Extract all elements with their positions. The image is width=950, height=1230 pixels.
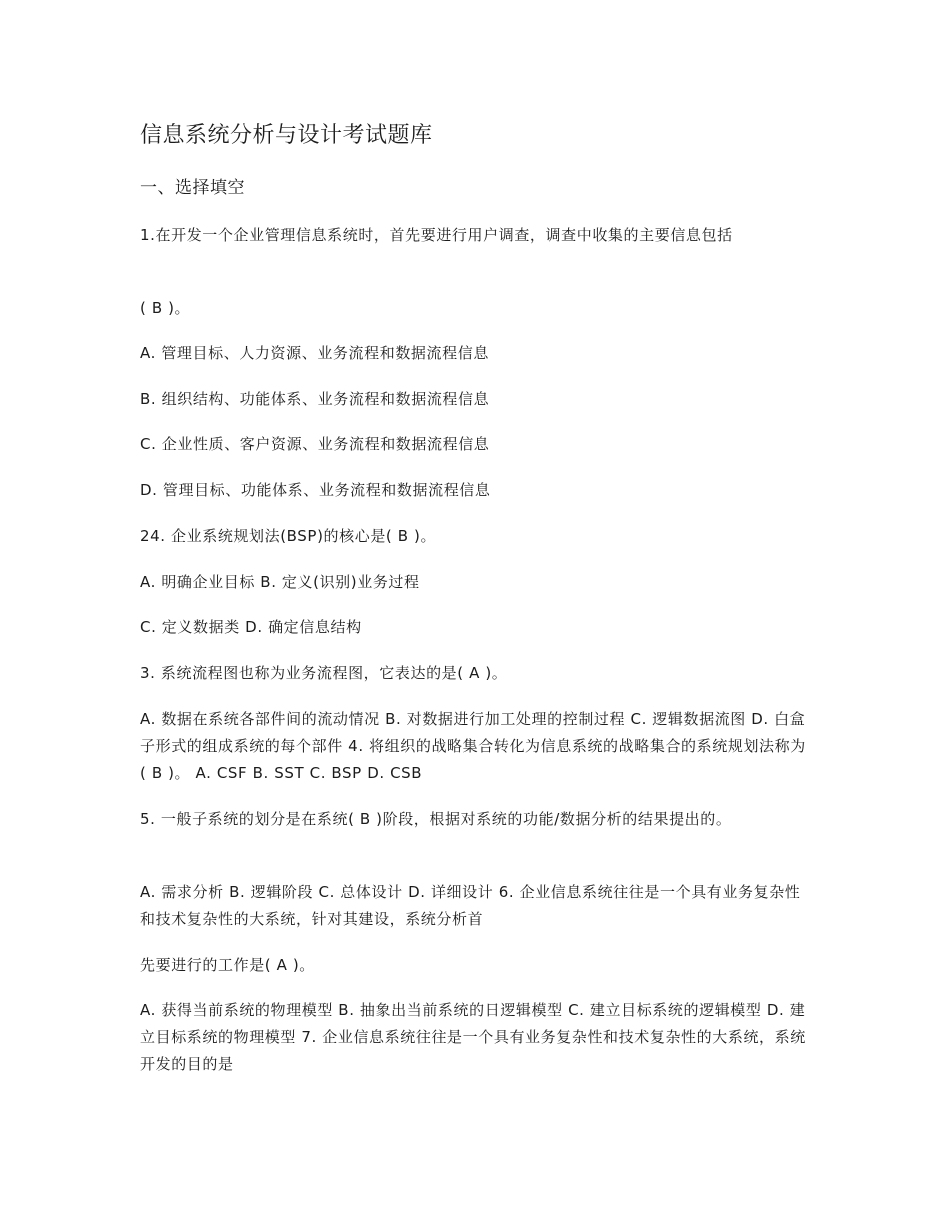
question-1-answer: ( B )。 [140, 299, 191, 317]
section-heading: 一、选择填空 [140, 178, 245, 198]
question-24-options-ab: A. 明确企业目标 B. 定义(识别)业务过程 [140, 573, 420, 591]
question-1-option-a: A. 管理目标、人力资源、业务流程和数据流程信息 [140, 344, 489, 362]
question-1-option-b: B. 组织结构、功能体系、业务流程和数据流程信息 [140, 390, 490, 408]
question-3-4-options: A. 数据在系统各部件间的流动情况 B. 对数据进行加工处理的控制过程 C. 逻辑数据流图 D. 白盒子形式的组成系统的每个部件 4. 将组织的战略集合转化为信息系统的战略集合的系统规划法称为( B )。 A. CSF B. SST C. BSP D. CSB [140, 710, 806, 782]
question-1-option-c: C. 企业性质、客户资源、业务流程和数据流程信息 [140, 435, 490, 453]
question-24-options-cd: C. 定义数据类 D. 确定信息结构 [140, 618, 362, 636]
question-6-stem-continued: 先要进行的工作是( A )。 [140, 956, 315, 974]
question-5-stem: 5. 一般子系统的划分是在系统( B )阶段，根据对系统的功能/数据分析的结果提出的。 [140, 810, 732, 828]
question-5-6-options: A. 需求分析 B. 逻辑阶段 C. 总体设计 D. 详细设计 6. 企业信息系统往往是一个具有业务复杂性和技术复杂性的大系统，针对其建设，系统分析首 [140, 883, 801, 928]
question-1-stem: 1.在开发一个企业管理信息系统时，首先要进行用户调查，调查中收集的主要信息包括 [140, 226, 733, 244]
question-6-7-options: A. 获得当前系统的物理模型 B. 抽象出当前系统的日逻辑模型 C. 建立目标系统的逻辑模型 D. 建立目标系统的物理模型 7. 企业信息系统往往是一个具有业务复杂性和技术复杂性的大系统，系统开发的目的是 [140, 1001, 806, 1073]
document-title: 信息系统分析与设计考试题库 [140, 123, 433, 148]
question-1-option-d: D. 管理目标、功能体系、业务流程和数据流程信息 [140, 481, 491, 499]
question-3-stem: 3. 系统流程图也称为业务流程图，它表达的是( A )。 [140, 664, 508, 682]
document-content [140, 112, 810, 1073]
question-24-stem: 24. 企业系统规划法(BSP)的核心是( B )。 [140, 527, 437, 545]
